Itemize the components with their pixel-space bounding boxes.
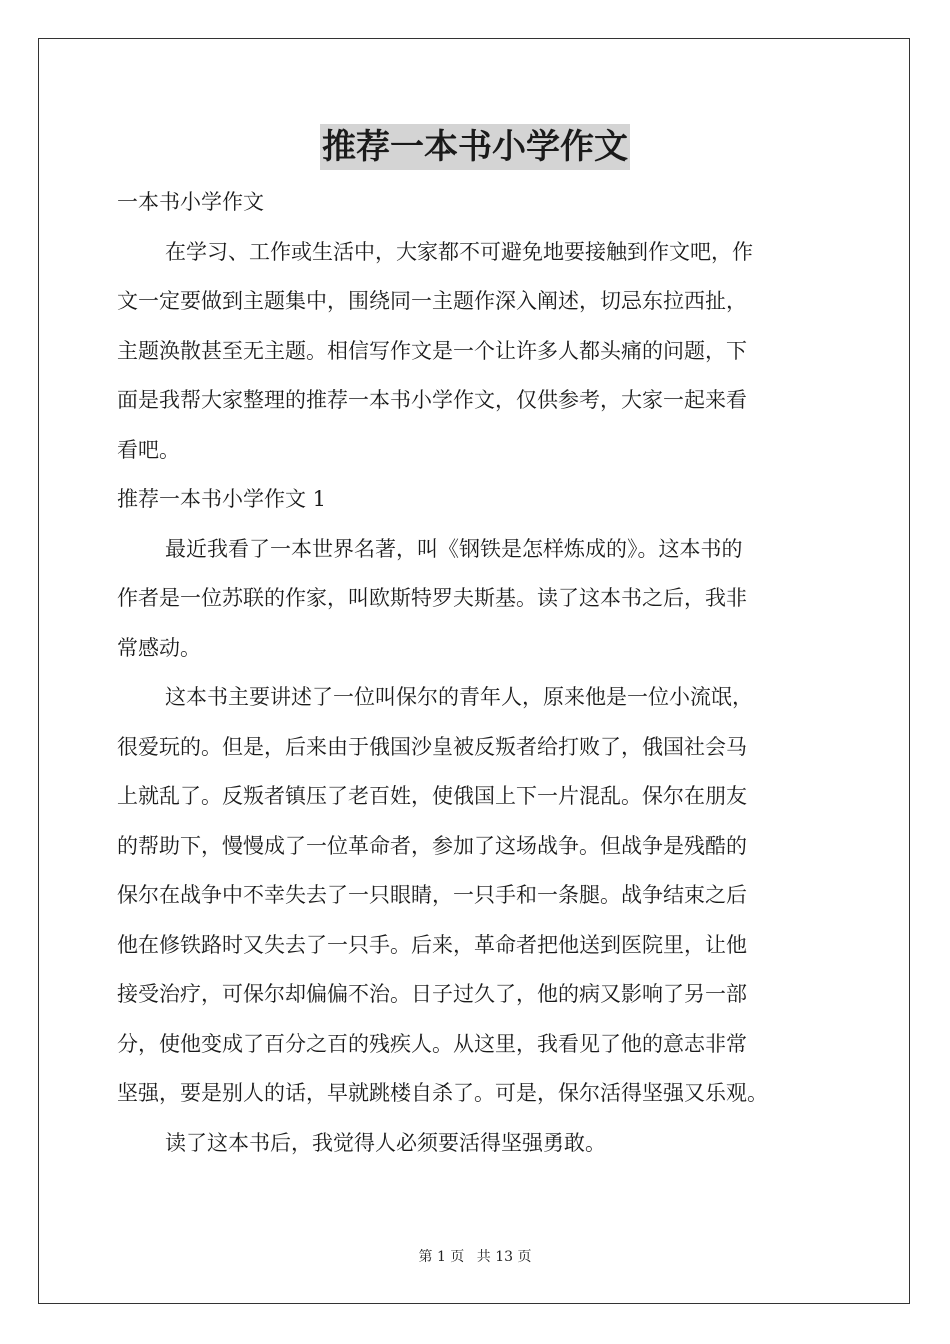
text-line: 面是我帮大家整理的推荐一本书小学作文，仅供参考，大家一起来看: [117, 388, 747, 412]
title-container: [0, 124, 950, 170]
text-line: 作者是一位苏联的作家，叫欧斯特罗夫斯基。读了这本书之后，我非: [117, 586, 747, 610]
text-line: 保尔在战争中不幸失去了一只眼睛，一只手和一条腿。战争结束之后: [117, 883, 747, 907]
text-line: 分，使他变成了百分之百的残疾人。从这里，我看见了他的意志非常: [117, 1031, 747, 1056]
document-title: 推荐一本书小学作文: [320, 124, 630, 170]
paragraph: [117, 525, 837, 674]
text-line: 常感动。: [117, 635, 201, 660]
text-line: 一本书小学作文: [117, 190, 264, 214]
text-line: 文一定要做到主题集中，围绕同一主题作深入阐述，切忌东拉西扯，: [117, 289, 747, 313]
text-line: 坚强，要是别人的话，早就跳楼自杀了。可是，保尔活得坚强又乐观。: [117, 1081, 768, 1105]
text-line: 读了这本书后，我觉得人必须要活得坚强勇敢。: [165, 1130, 606, 1155]
text-line: 很爱玩的。但是，后来由于俄国沙皇被反叛者给打败了，俄国社会马: [117, 734, 747, 759]
text-line: 最近我看了一本世界名著，叫《钢铁是怎样炼成的》。这本书的: [165, 536, 743, 561]
section-heading: [117, 475, 837, 525]
paragraph: [117, 1119, 837, 1169]
text-line: 接受治疗，可保尔却偏偏不治。日子过久了，他的病又影响了另一部: [117, 982, 747, 1006]
text-line: 在学习、工作或生活中，大家都不可避免地要接触到作文吧，作: [165, 239, 753, 264]
text-line: 看吧。: [117, 437, 180, 462]
document-body: [117, 178, 837, 1168]
text-line: 的帮助下，慢慢成了一位革命者，参加了这场战争。但战争是残酷的: [117, 833, 747, 858]
text-line: 上就乱了。反叛者镇压了老百姓，使俄国上下一片混乱。保尔在朋友: [117, 784, 747, 808]
text-line: 推荐一本书小学作文 1: [117, 487, 327, 511]
text-line: 这本书主要讲述了一位叫保尔的青年人，原来他是一位小流氓，: [165, 685, 753, 709]
page-total: 共 13 页: [476, 1249, 532, 1265]
text-line: 他在修铁路时又失去了一只手。后来，革命者把他送到医院里，让他: [117, 932, 747, 957]
paragraph: [117, 228, 837, 476]
section-heading: [117, 178, 837, 228]
page-number: 第 1 页: [418, 1249, 465, 1265]
page-footer: [0, 1246, 950, 1266]
text-line: 主题涣散甚至无主题。相信写作文是一个让许多人都头痛的问题，下: [117, 338, 747, 363]
paragraph: [117, 673, 837, 1119]
